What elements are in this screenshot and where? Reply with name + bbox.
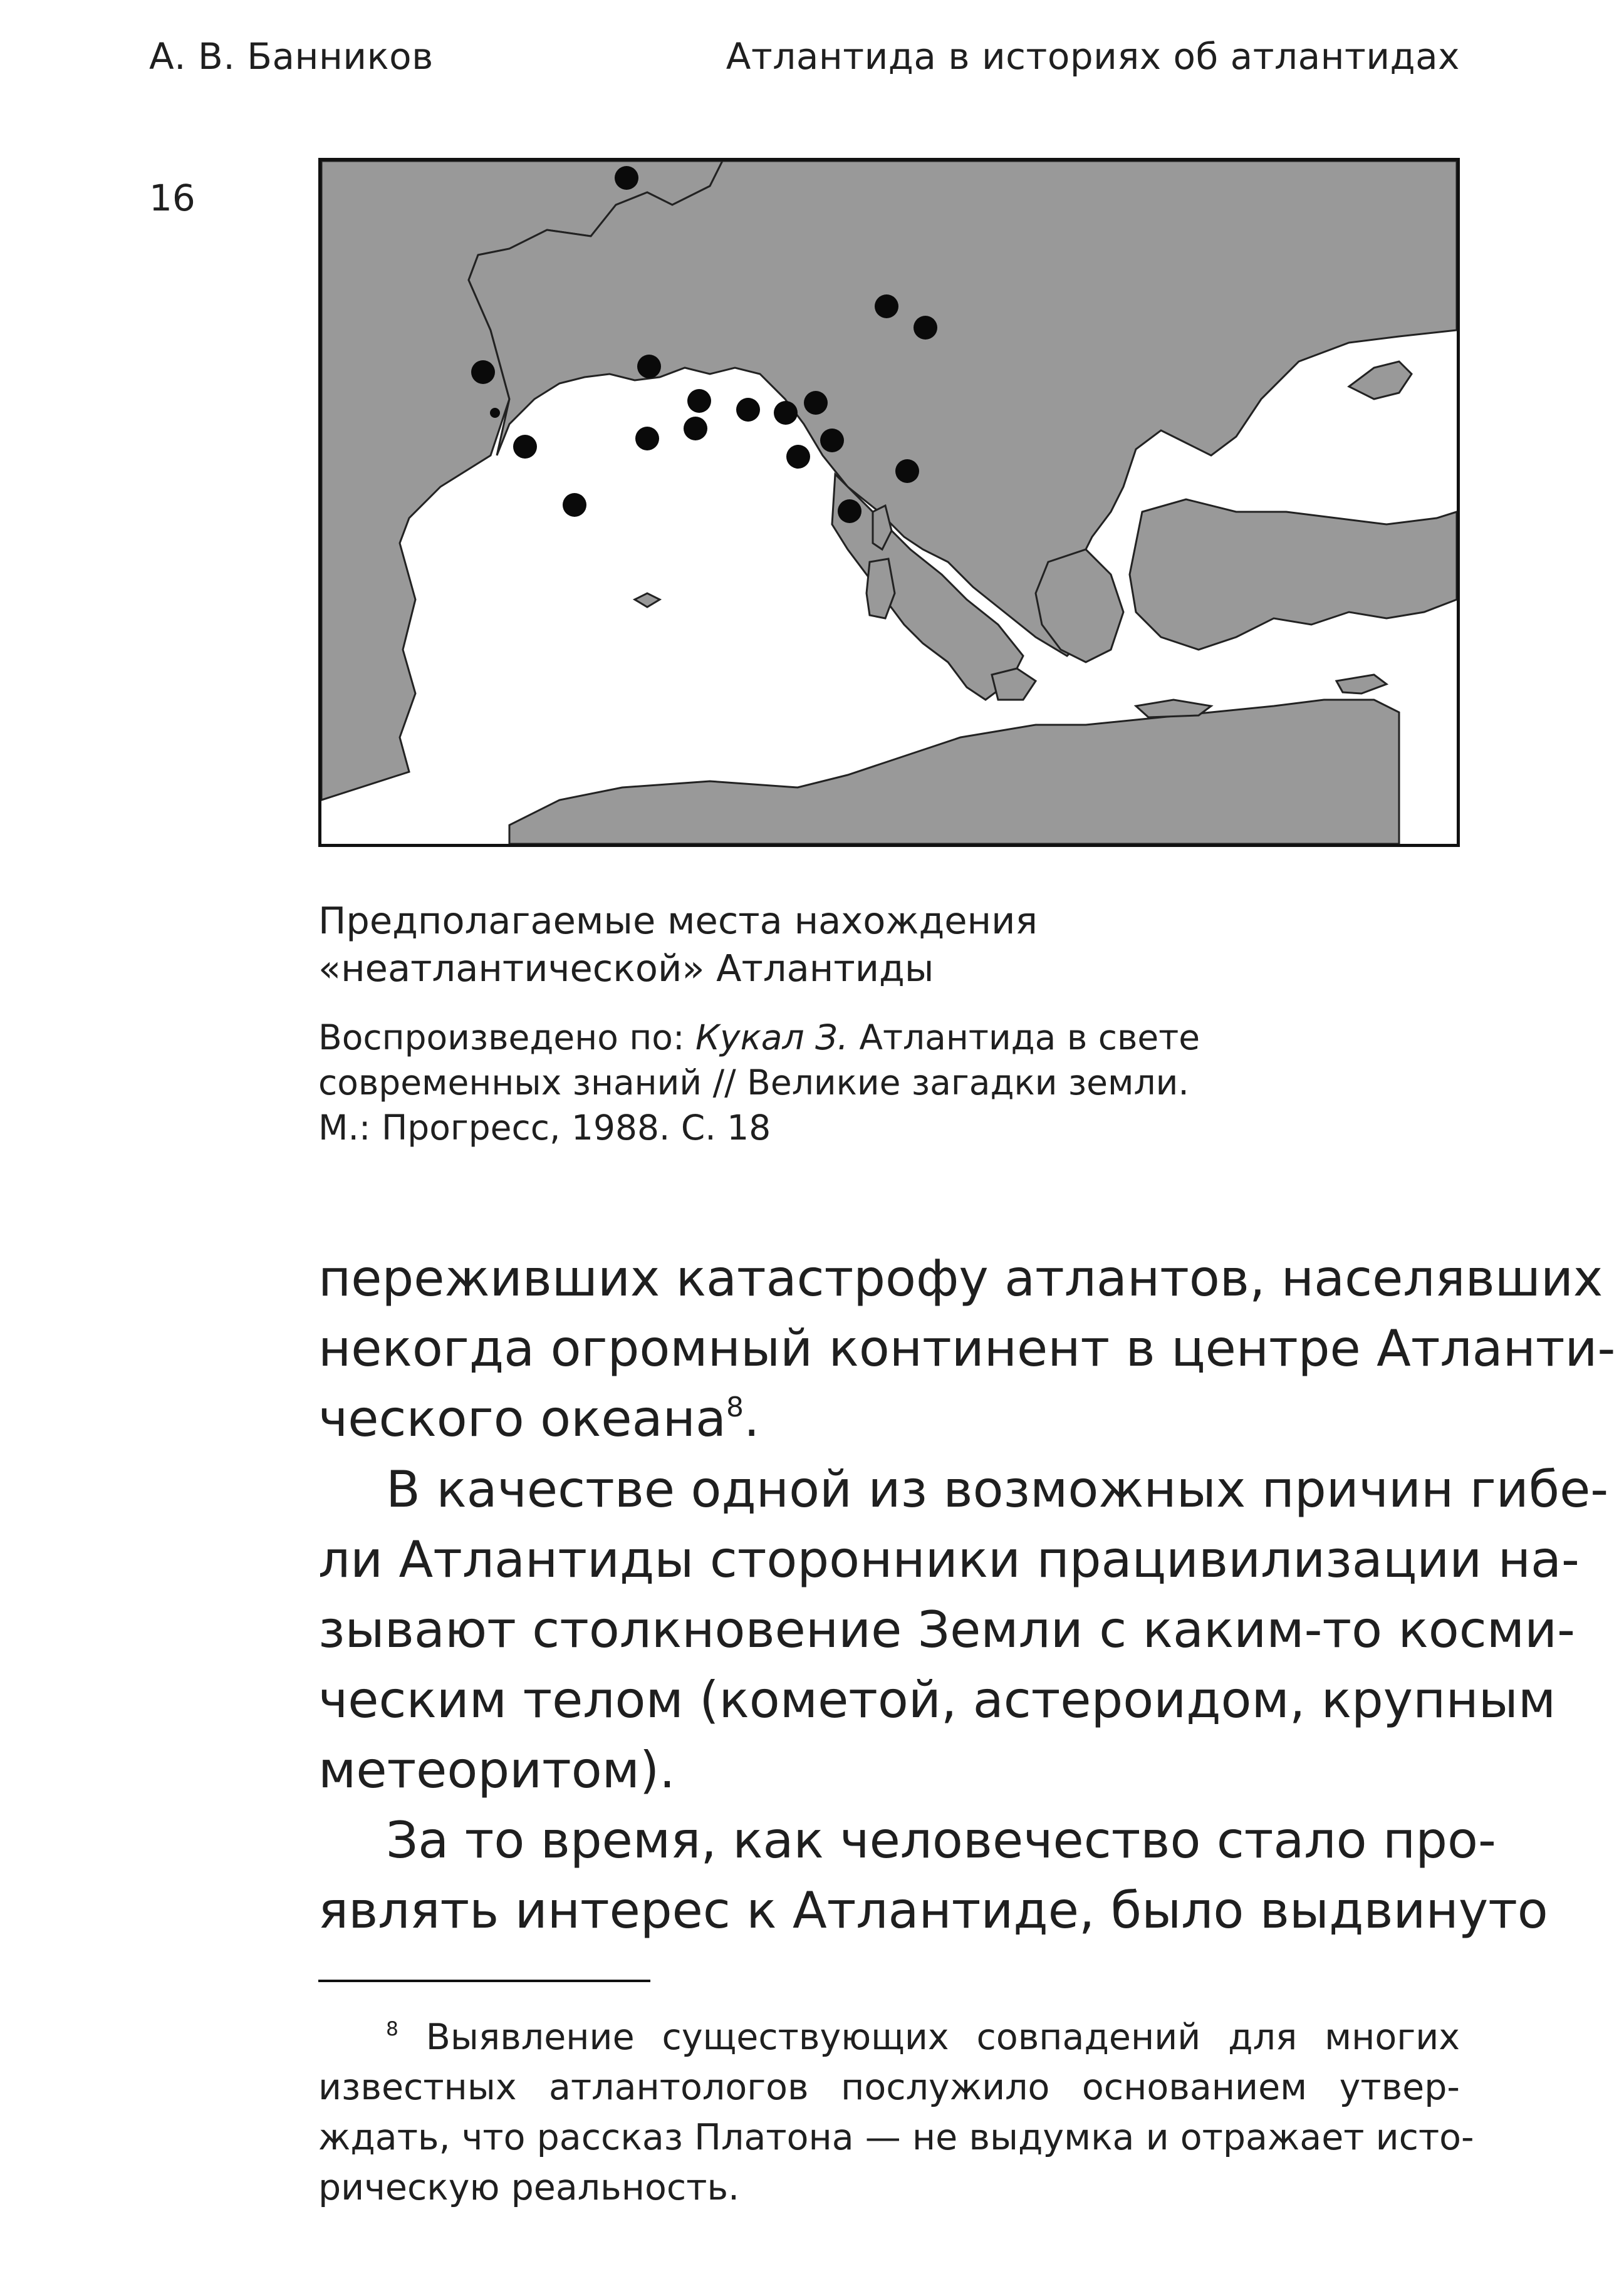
text-line: некогда огромный континент в центре Атланти-: [318, 1319, 1616, 1378]
site-marker: [786, 445, 810, 469]
text-line: [318, 1384, 1460, 1454]
site-marker: [804, 391, 828, 415]
land-north-africa: [509, 700, 1399, 844]
text-line: переживших катастрофу атлантов, населявших: [318, 1249, 1603, 1307]
land-balearics: [635, 593, 660, 607]
citation-author: Кукал З.: [695, 1017, 848, 1057]
site-marker: [914, 316, 937, 340]
figure-source-citation: [318, 1015, 1200, 1150]
text-line: В качестве одной из возможных причин гибе-: [386, 1460, 1609, 1519]
land-crete: [1136, 700, 1211, 717]
citation-prefix: Воспроизведено по:: [318, 1017, 695, 1057]
site-marker: [736, 398, 760, 422]
site-marker: [637, 355, 661, 378]
land-anatolia: [1130, 499, 1457, 650]
text-line: ли Атлантиды сторонники працивилизации на-: [318, 1530, 1580, 1589]
text-line: метеоритом).: [318, 1741, 675, 1799]
footnote-line: известных атлантологов послужило основанием утвер-: [318, 2067, 1460, 2108]
site-marker: [635, 427, 659, 450]
text-line: зывают столкновение Земли с каким-то косми-: [318, 1601, 1575, 1659]
citation-line: современных знаний // Великие загадки земли.: [318, 1062, 1189, 1103]
land-cyprus: [1336, 675, 1387, 693]
running-head-book-title: Атлантида в историях об атлантидах: [726, 35, 1460, 78]
footnote-8: [318, 2012, 1474, 2213]
footnote-mark: 8: [386, 2018, 398, 2041]
site-marker: [513, 435, 537, 459]
text-fragment: Выявление существующих совпадений для многих: [398, 2017, 1460, 2058]
site-marker: [615, 166, 638, 190]
site-marker: [895, 459, 919, 483]
site-marker: [490, 408, 500, 418]
site-marker: [875, 294, 898, 318]
citation-line: [318, 1015, 1200, 1060]
mediterranean-map-figure: [318, 158, 1460, 847]
land-sicily: [992, 668, 1036, 700]
text-line: ческим телом (кометой, астероидом, крупным: [318, 1671, 1556, 1729]
body-paragraph-1: [318, 1244, 1616, 1454]
site-marker: [563, 493, 586, 517]
text-fragment: .: [743, 1390, 760, 1448]
text-line: За то время, как человечество стало про-: [386, 1811, 1496, 1869]
footnote-line: ждать, что рассказ Платона — не выдумка и отражает исто-: [318, 2117, 1474, 2158]
caption-line: Предполагаемые места нахождения: [318, 899, 1038, 942]
map-drawing: [321, 161, 1457, 844]
footnote-reference[interactable]: 8: [726, 1391, 744, 1424]
body-paragraph-3: [318, 1805, 1548, 1946]
citation-line: М.: Прогресс, 1988. С. 18: [318, 1108, 771, 1148]
text-line: являть интерес к Атлантиде, было выдвинуто: [318, 1881, 1548, 1940]
footnote-line: [318, 2012, 1460, 2062]
land-sardinia: [867, 559, 895, 618]
running-head-author: А. В. Банников: [149, 35, 434, 78]
site-marker: [471, 360, 495, 384]
site-marker: [774, 401, 798, 425]
caption-line: «неатлантической» Атлантиды: [318, 947, 934, 990]
body-paragraph-2: [318, 1455, 1609, 1805]
site-marker: [687, 389, 711, 413]
footnote-line: рическую реальность.: [318, 2167, 740, 2208]
text-fragment: ческого океана: [318, 1390, 726, 1448]
site-marker: [684, 417, 707, 440]
figure-caption-title: [318, 897, 1038, 992]
site-marker: [820, 429, 844, 452]
black-sea: [1261, 349, 1457, 518]
page-number: 16: [149, 177, 195, 219]
site-marker: [838, 499, 861, 523]
footnote-separator: [318, 1980, 650, 1982]
citation-title: Атлантида в свете: [848, 1017, 1200, 1057]
